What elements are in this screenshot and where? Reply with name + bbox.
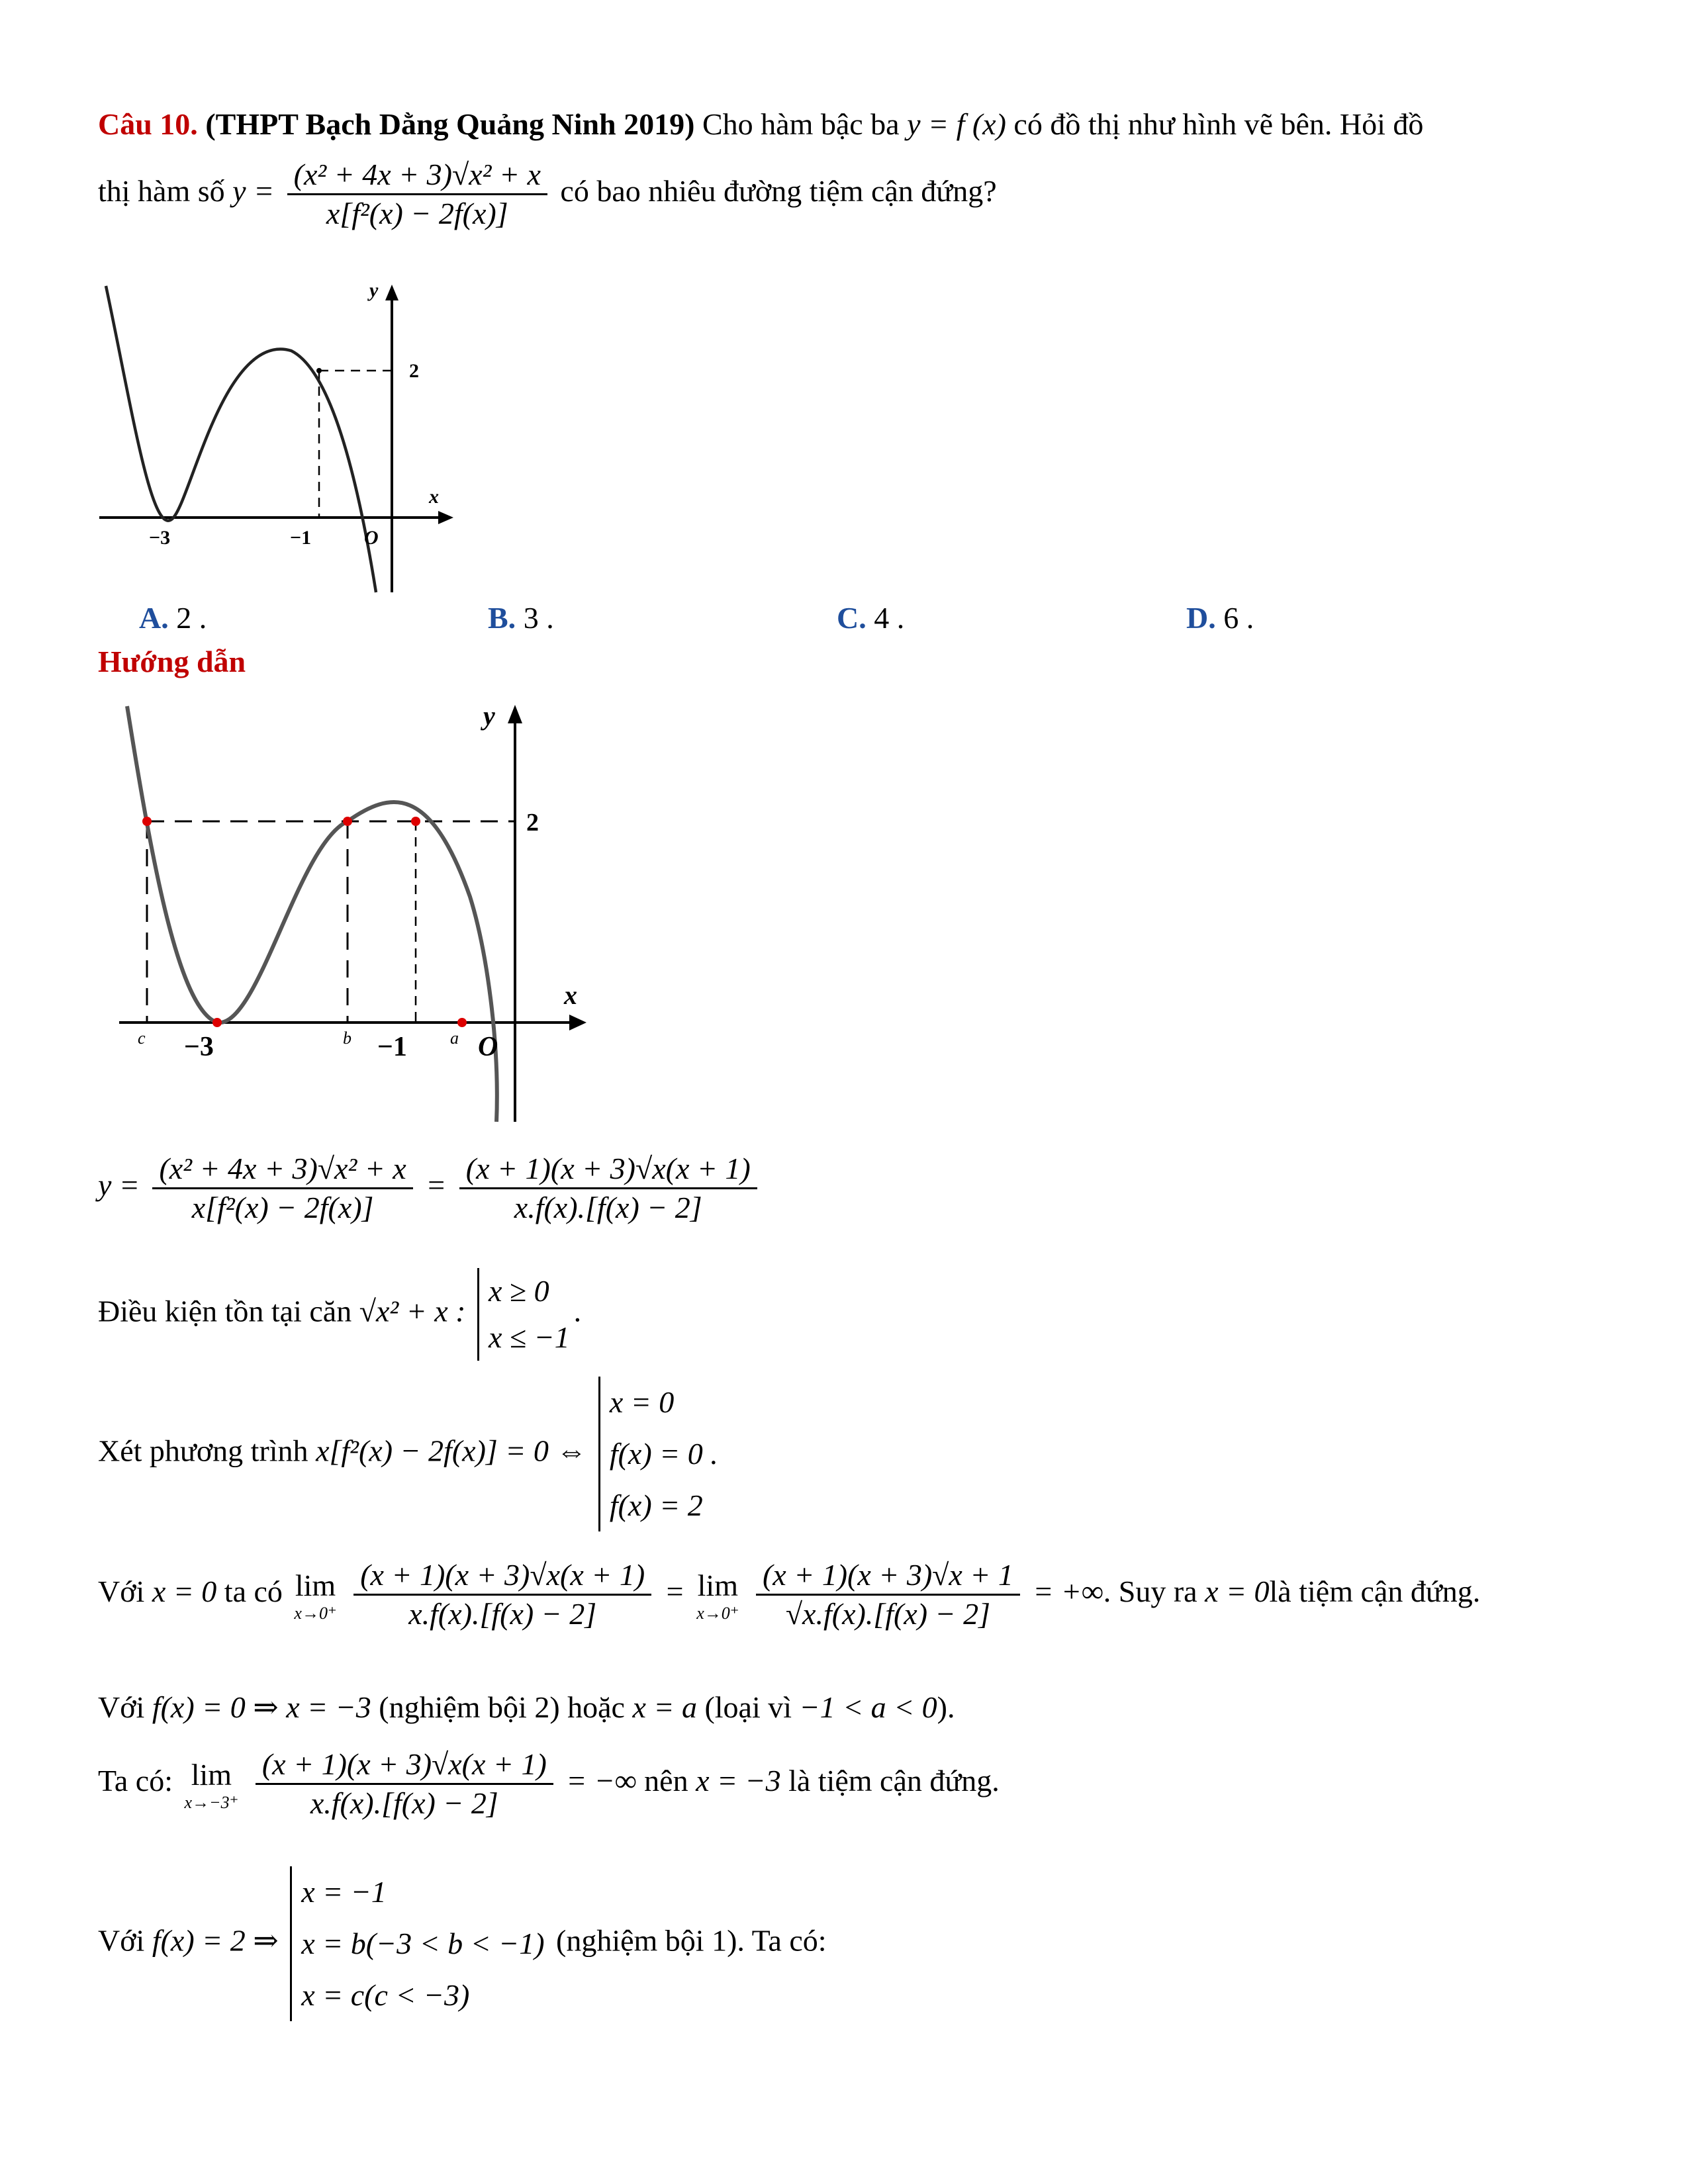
cond-system bbox=[477, 1268, 570, 1361]
question-y-eq: y = bbox=[232, 174, 275, 208]
l3-end: là tiệm cận đứng. bbox=[780, 1764, 1000, 1798]
l1-res: = +∞ bbox=[1033, 1574, 1103, 1609]
graph-1 bbox=[93, 278, 463, 596]
eq1-frac1 bbox=[152, 1150, 412, 1226]
eqn-b: f(x) = 0 . bbox=[609, 1437, 718, 1471]
graph1-y-label: y bbox=[369, 279, 379, 301]
l1-end2: là tiệm cận đứng. bbox=[1269, 1574, 1481, 1609]
solution-equation bbox=[98, 1377, 722, 1531]
question-text-1: Cho hàm bậc ba bbox=[694, 107, 908, 141]
question-line2-start: thị hàm số bbox=[98, 174, 233, 208]
l3-lim-word: lim bbox=[191, 1757, 232, 1792]
eq1-lhs: y = bbox=[98, 1168, 140, 1203]
graph2-x-arrow-icon bbox=[569, 1015, 586, 1030]
l4-end: (nghiệm bội 1). Ta có: bbox=[556, 1923, 827, 1958]
graph1-point bbox=[316, 368, 322, 373]
question-line-2 bbox=[98, 156, 997, 232]
cond-end: . bbox=[573, 1294, 582, 1328]
graph2-label-m1: −1 bbox=[377, 1032, 407, 1062]
option-d-value: 6 . bbox=[1223, 601, 1254, 635]
cond-text: Điều kiện tồn tại căn bbox=[98, 1294, 359, 1328]
graph1-label-m1: −1 bbox=[290, 527, 312, 549]
graph2-label-c: c bbox=[138, 1028, 146, 1048]
option-b[interactable] bbox=[488, 600, 554, 637]
graph2-point-c bbox=[142, 817, 152, 826]
eq1-num2: (x + 1)(x + 3)√x(x + 1) bbox=[459, 1150, 757, 1189]
l1-den2: √x.f(x).[f(x) − 2] bbox=[785, 1597, 990, 1631]
l2-ineq: −1 < a < 0 bbox=[799, 1690, 937, 1724]
graph2-label-2: 2 bbox=[526, 809, 539, 837]
option-c[interactable] bbox=[837, 600, 904, 637]
l4-b: x = b(−3 < b < −1) bbox=[301, 1927, 545, 1960]
l2-text2: (nghiệm bội 2) hoặc bbox=[371, 1690, 633, 1724]
l1-x: x = 0 bbox=[152, 1574, 217, 1609]
option-b-value: 3 . bbox=[523, 601, 554, 635]
l2-expr: f(x) = 0 ⇒ x = −3 bbox=[152, 1690, 371, 1724]
l4-text: Với bbox=[98, 1923, 152, 1958]
eq1-den1: x[f²(x) − 2f(x)] bbox=[191, 1191, 374, 1224]
question-frac-num: (x² + 4x + 3)√x² + x bbox=[287, 156, 547, 195]
l1-lim-sub: x→0⁺ bbox=[294, 1603, 337, 1623]
solution-line-fx2 bbox=[98, 1866, 827, 2021]
graph2-point-m3 bbox=[212, 1018, 222, 1027]
eqn-text: Xét phương trình bbox=[98, 1433, 316, 1468]
l1-lim bbox=[294, 1567, 336, 1623]
l4-a: x = −1 bbox=[301, 1875, 387, 1909]
graph2-label-a: a bbox=[450, 1028, 459, 1048]
l4-system bbox=[290, 1866, 544, 2021]
cond-b: x ≤ −1 bbox=[488, 1320, 570, 1354]
solution-eq1 bbox=[98, 1150, 763, 1226]
l1-frac1 bbox=[353, 1557, 651, 1633]
option-c-letter: C. bbox=[837, 601, 867, 635]
graph2-point-b bbox=[343, 817, 352, 826]
solution-limit-2 bbox=[98, 1746, 1000, 1822]
l1-eq: = bbox=[664, 1574, 685, 1609]
guide-title: Hướng dẫn bbox=[98, 645, 246, 678]
question-fx: y = f (x) bbox=[907, 107, 1006, 141]
graph1-label-2: 2 bbox=[409, 360, 419, 382]
question-source: (THPT Bạch Dằng Quảng Ninh 2019) bbox=[205, 107, 695, 141]
question-fraction bbox=[287, 156, 547, 232]
graph2-y-arrow-icon bbox=[508, 705, 522, 723]
graph2-x-label: x bbox=[564, 980, 577, 1010]
option-c-value: 4 . bbox=[874, 601, 905, 635]
l4-c: x = c(c < −3) bbox=[301, 1978, 470, 2012]
eq1-frac2 bbox=[459, 1150, 757, 1226]
l2-text3: (loại vì bbox=[696, 1690, 800, 1724]
option-a-value: 2 . bbox=[176, 601, 207, 635]
l1-num2: (x + 1)(x + 3)√x + 1 bbox=[756, 1557, 1020, 1596]
l1-den: x.f(x).[f(x) − 2] bbox=[408, 1597, 597, 1631]
l1-lim-word: lim bbox=[295, 1568, 336, 1602]
question-line-1 bbox=[98, 106, 1423, 143]
eq1-num1: (x² + 4x + 3)√x² + x bbox=[152, 1150, 412, 1189]
l1-frac2 bbox=[756, 1557, 1020, 1633]
option-d[interactable] bbox=[1186, 600, 1254, 637]
l3-res: = −∞ bbox=[566, 1764, 637, 1798]
l3-lim bbox=[185, 1756, 239, 1812]
graph-2 bbox=[99, 698, 602, 1128]
eqn-c: f(x) = 2 bbox=[609, 1488, 703, 1522]
graph1-curve bbox=[106, 286, 376, 592]
option-d-letter: D. bbox=[1186, 601, 1216, 635]
graph2-label-o: O bbox=[478, 1032, 498, 1062]
l3-text2: nên bbox=[636, 1764, 696, 1798]
eqn-a: x = 0 bbox=[609, 1385, 675, 1419]
graph1-x-label: x bbox=[429, 486, 439, 508]
l3-text: Ta có: bbox=[98, 1764, 181, 1798]
eq1-eq: = bbox=[426, 1168, 447, 1203]
l1-end: . Suy ra bbox=[1103, 1574, 1205, 1609]
graph2-point-a bbox=[457, 1018, 467, 1027]
eq1-den2: x.f(x).[f(x) − 2] bbox=[514, 1191, 702, 1224]
cond-a: x ≥ 0 bbox=[488, 1274, 549, 1308]
option-a[interactable] bbox=[139, 600, 207, 637]
eqn-expr: x[f²(x) − 2f(x)] = 0 ⇔ bbox=[316, 1433, 587, 1468]
option-a-letter: A. bbox=[139, 601, 169, 635]
solution-line-fx0 bbox=[98, 1689, 955, 1726]
graph2-y-label: y bbox=[483, 701, 495, 731]
graph1-label-m3: −3 bbox=[149, 527, 171, 549]
l3-x: x = −3 bbox=[696, 1764, 781, 1798]
l1-lim2-sub: x→0⁺ bbox=[696, 1603, 739, 1623]
solution-limit-1 bbox=[98, 1557, 1480, 1633]
graph2-label-m3: −3 bbox=[184, 1032, 214, 1062]
l3-num: (x + 1)(x + 3)√x(x + 1) bbox=[256, 1746, 553, 1785]
l2-end: ). bbox=[937, 1690, 955, 1724]
graph2-curve bbox=[127, 706, 497, 1122]
option-b-letter: B. bbox=[488, 601, 516, 635]
question-frac-den: x[f²(x) − 2f(x)] bbox=[326, 197, 508, 230]
l1-lim2 bbox=[696, 1567, 739, 1623]
question-line2-end: có bao nhiêu đường tiệm cận đứng? bbox=[560, 174, 997, 208]
l4-expr: f(x) = 2 ⇒ bbox=[152, 1923, 279, 1958]
eqn-system bbox=[598, 1377, 718, 1531]
l1-num: (x + 1)(x + 3)√x(x + 1) bbox=[353, 1557, 651, 1596]
l3-den: x.f(x).[f(x) − 2] bbox=[310, 1786, 498, 1820]
question-label: Câu 10. bbox=[98, 107, 198, 141]
l3-lim-sub: x→−3⁺ bbox=[184, 1792, 239, 1812]
l1-x2: x = 0 bbox=[1205, 1574, 1270, 1609]
l2-xa: x = a bbox=[632, 1690, 697, 1724]
question-text-2: có đồ thị như hình vẽ bên. Hỏi đồ bbox=[1006, 107, 1424, 141]
l1-text2: ta có bbox=[216, 1574, 291, 1609]
graph1-y-arrow-icon bbox=[385, 285, 399, 300]
graph2-point-m1 bbox=[411, 817, 420, 826]
solution-condition bbox=[98, 1268, 581, 1361]
l2-text: Với bbox=[98, 1690, 152, 1724]
l1-text: Với bbox=[98, 1574, 152, 1609]
cond-sqrt: √x² + x : bbox=[359, 1294, 466, 1328]
graph1-label-o: O bbox=[364, 527, 379, 549]
l3-frac bbox=[256, 1746, 553, 1822]
graph2-label-b: b bbox=[343, 1028, 352, 1048]
l1-lim2-word: lim bbox=[697, 1568, 738, 1602]
graph1-x-arrow-icon bbox=[438, 511, 453, 524]
